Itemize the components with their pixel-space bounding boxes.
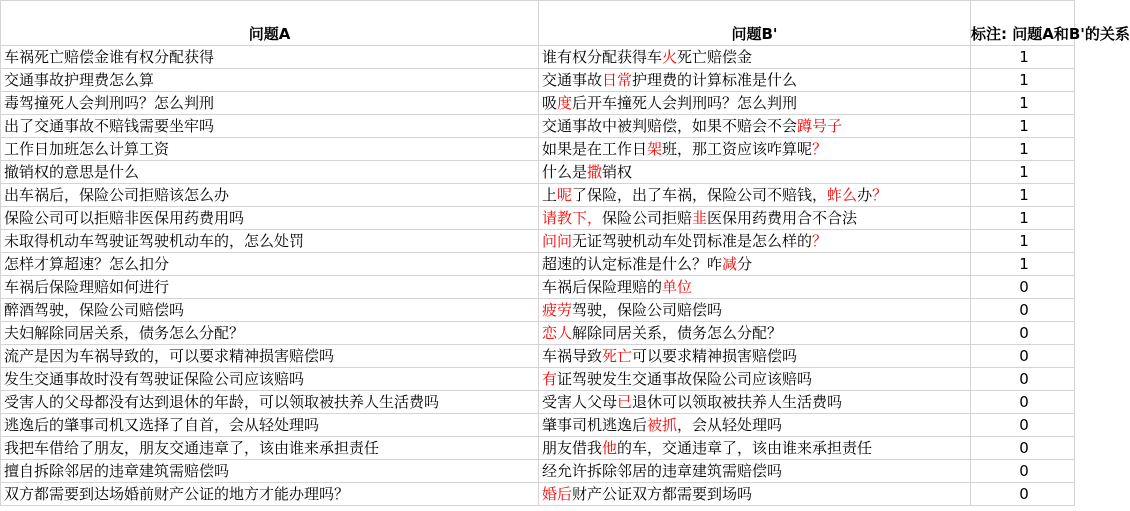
table-row	[1, 46, 1075, 69]
question-b-cell[interactable]	[539, 184, 971, 207]
text-segment: 车祸导致	[542, 347, 603, 365]
text-segment: 肇事司机逃逸后	[542, 416, 648, 434]
question-b-cell[interactable]	[539, 391, 971, 414]
question-b-cell[interactable]	[539, 460, 971, 483]
text-segment: 上	[542, 186, 558, 204]
text-segment: 超速的认定标准是什么？咋	[542, 255, 723, 273]
table-row	[1, 299, 1075, 322]
question-b-cell[interactable]	[539, 46, 971, 69]
text-segment: 死亡赔偿金	[677, 48, 753, 66]
relation-label-cell[interactable]: 1	[971, 138, 1075, 161]
question-a-cell[interactable]: 擅自拆除邻居的违章建筑需赔偿吗	[1, 460, 539, 483]
changed-text-segment: 架	[647, 140, 663, 158]
question-a-cell[interactable]: 出车祸后，保险公司拒赔该怎么办	[1, 184, 539, 207]
text-segment: 护理费的计算标准是什么	[632, 71, 798, 89]
relation-label-cell[interactable]: 1	[971, 230, 1075, 253]
text-segment: 办	[857, 186, 873, 204]
relation-label-cell[interactable]: 0	[971, 391, 1075, 414]
text-segment: 无证驾驶机动车处罚标准是怎么样的	[572, 232, 813, 250]
table-row	[1, 253, 1075, 276]
question-a-cell[interactable]: 车祸后保险理赔如何进行	[1, 276, 539, 299]
question-b-cell[interactable]	[539, 437, 971, 460]
changed-text-segment: ？	[812, 140, 828, 158]
relation-label-cell[interactable]: 0	[971, 483, 1075, 506]
changed-text-segment: 撒	[587, 163, 603, 181]
question-b-cell[interactable]	[539, 69, 971, 92]
relation-label-cell[interactable]: 1	[971, 92, 1075, 115]
text-segment: 分	[737, 255, 753, 273]
relation-label-cell[interactable]: 1	[971, 184, 1075, 207]
question-a-cell[interactable]: 怎样才算超速？怎么扣分	[1, 253, 539, 276]
question-b-cell[interactable]	[539, 345, 971, 368]
text-segment: 经允许拆除邻居的违章建筑需赔偿吗	[542, 462, 783, 480]
question-a-cell[interactable]: 未取得机动车驾驶证驾驶机动车的，怎么处罚	[1, 230, 539, 253]
changed-text-segment: 火	[662, 48, 678, 66]
table-row	[1, 161, 1075, 184]
changed-text-segment: 有	[542, 370, 558, 388]
table-row	[1, 230, 1075, 253]
header-question-b[interactable]: 问题B'	[539, 1, 971, 46]
table-row	[1, 460, 1075, 483]
changed-text-segment: ？	[872, 186, 888, 204]
text-segment: 证驾驶发生交通事故保险公司应该赔吗	[557, 370, 813, 388]
text-segment: 解除同居关系，债务怎么分配？	[572, 324, 783, 342]
header-row	[1, 1, 1075, 46]
question-b-cell[interactable]	[539, 253, 971, 276]
text-segment: 受害人父母	[542, 393, 618, 411]
question-a-cell[interactable]: 双方都需要到达场婚前财产公证的地方才能办理吗？	[1, 483, 539, 506]
table-row	[1, 276, 1075, 299]
table-row	[1, 322, 1075, 345]
question-a-cell[interactable]: 车祸死亡赔偿金谁有权分配获得	[1, 46, 539, 69]
changed-text-segment: 问问	[542, 232, 573, 250]
text-segment: 什么是	[542, 163, 588, 181]
relation-label-cell[interactable]: 0	[971, 276, 1075, 299]
question-a-cell[interactable]: 出了交通事故不赔钱需要坐牢吗	[1, 115, 539, 138]
text-segment: 可以要求精神损害赔偿吗	[632, 347, 798, 365]
text-segment: 班，那工资应该咋算呢	[662, 140, 813, 158]
question-b-cell[interactable]	[539, 230, 971, 253]
text-segment: 财产公证双方都需要到场吗	[572, 485, 753, 503]
question-a-cell[interactable]: 工作日加班怎么计算工资	[1, 138, 539, 161]
question-a-cell[interactable]: 发生交通事故时没有驾驶证保险公司应该赔吗	[1, 368, 539, 391]
changed-text-segment: ？	[812, 232, 828, 250]
question-b-cell[interactable]	[539, 92, 971, 115]
text-segment: ，会从轻处理吗	[677, 416, 783, 434]
text-segment: 后开车撞死人会判刑吗？怎么判刑	[572, 94, 798, 112]
question-b-cell[interactable]	[539, 322, 971, 345]
relation-label-cell[interactable]: 0	[971, 368, 1075, 391]
table-row	[1, 184, 1075, 207]
relation-label-cell[interactable]: 0	[971, 345, 1075, 368]
relation-label-cell[interactable]: 0	[971, 460, 1075, 483]
header-relation-label[interactable]: 标注: 问题A和B'的关系	[971, 1, 1075, 46]
question-b-cell[interactable]	[539, 138, 971, 161]
text-segment: 的车，交通违章了，该由谁来承担责任	[617, 439, 873, 457]
changed-text-segment: 请教下，	[542, 209, 603, 227]
header-question-a[interactable]: 问题A	[1, 1, 539, 46]
changed-text-segment: 韭	[692, 209, 708, 227]
changed-text-segment: 婚后	[542, 485, 573, 503]
question-b-cell[interactable]	[539, 161, 971, 184]
question-a-cell[interactable]: 逃逸后的肇事司机又选择了自首，会从轻处理吗	[1, 414, 539, 437]
table-row	[1, 115, 1075, 138]
text-segment: 销权	[602, 163, 633, 181]
relation-label-cell[interactable]: 0	[971, 299, 1075, 322]
question-a-cell[interactable]: 我把车借给了朋友，朋友交通违章了，该由谁来承担责任	[1, 437, 539, 460]
question-b-cell[interactable]	[539, 414, 971, 437]
relation-label-cell[interactable]: 1	[971, 207, 1075, 230]
relation-label-cell[interactable]: 1	[971, 161, 1075, 184]
question-b-cell[interactable]	[539, 207, 971, 230]
changed-text-segment: 疲劳	[542, 301, 573, 319]
table-row	[1, 69, 1075, 92]
text-segment: 退休可以领取被扶养人生活费吗	[632, 393, 843, 411]
table-row	[1, 368, 1075, 391]
relation-label-cell[interactable]: 0	[971, 437, 1075, 460]
question-a-cell[interactable]: 流产是因为车祸导致的，可以要求精神损害赔偿吗	[1, 345, 539, 368]
changed-text-segment: 日常	[602, 71, 633, 89]
changed-text-segment: 度	[557, 94, 573, 112]
question-a-cell[interactable]: 夫妇解除同居关系，债务怎么分配？	[1, 322, 539, 345]
relation-label-cell[interactable]: 1	[971, 46, 1075, 69]
text-segment: 保险公司拒赔	[602, 209, 693, 227]
changed-text-segment: 单位	[662, 278, 693, 296]
changed-text-segment: 减	[722, 255, 738, 273]
question-b-cell[interactable]	[539, 299, 971, 322]
question-b-cell[interactable]	[539, 115, 971, 138]
table-row	[1, 207, 1075, 230]
text-segment: 吸	[542, 94, 558, 112]
relation-label-cell[interactable]: 1	[971, 115, 1075, 138]
text-segment: 交通事故	[542, 71, 603, 89]
text-segment: 交通事故中被判赔偿，如果不赔会不会	[542, 117, 798, 135]
table-row	[1, 92, 1075, 115]
text-segment: 谁有权分配获得车	[542, 48, 663, 66]
changed-text-segment: 死亡	[602, 347, 633, 365]
text-segment: 如果是在工作日	[542, 140, 648, 158]
changed-text-segment: 蹲号子	[797, 117, 843, 135]
text-segment: 车祸后保险理赔的	[542, 278, 663, 296]
table-row	[1, 345, 1075, 368]
changed-text-segment: 他	[602, 439, 618, 457]
relation-label-cell[interactable]: 1	[971, 69, 1075, 92]
changed-text-segment: 已	[617, 393, 633, 411]
changed-text-segment: 呢	[557, 186, 573, 204]
question-b-cell[interactable]	[539, 483, 971, 506]
table-row	[1, 483, 1075, 506]
table-row	[1, 414, 1075, 437]
question-a-cell[interactable]: 毒驾撞死人会判刑吗？怎么判刑	[1, 92, 539, 115]
changed-text-segment: 蚱么	[827, 186, 858, 204]
table-body	[1, 46, 1075, 506]
relation-label-cell[interactable]: 0	[971, 322, 1075, 345]
text-segment: 朋友借我	[542, 439, 603, 457]
table-row	[1, 391, 1075, 414]
relation-label-cell[interactable]: 1	[971, 253, 1075, 276]
table-row	[1, 138, 1075, 161]
question-b-cell[interactable]	[539, 368, 971, 391]
question-a-cell[interactable]: 交通事故护理费怎么算	[1, 69, 539, 92]
changed-text-segment: 恋人	[542, 324, 573, 342]
question-a-cell[interactable]: 保险公司可以拒赔非医保用药费用吗	[1, 207, 539, 230]
text-segment: 了保险，出了车祸，保险公司不赔钱，	[572, 186, 828, 204]
text-segment: 驾驶，保险公司赔偿吗	[572, 301, 723, 319]
question-a-cell[interactable]: 醉酒驾驶，保险公司赔偿吗	[1, 299, 539, 322]
question-a-cell[interactable]: 受害人的父母都没有达到退休的年龄，可以领取被扶养人生活费吗	[1, 391, 539, 414]
question-a-cell[interactable]: 撤销权的意思是什么	[1, 161, 539, 184]
question-b-cell[interactable]	[539, 276, 971, 299]
changed-text-segment: 被抓	[647, 416, 678, 434]
text-segment: 医保用药费用合不合法	[707, 209, 858, 227]
table-row	[1, 437, 1075, 460]
relation-label-cell[interactable]: 0	[971, 414, 1075, 437]
